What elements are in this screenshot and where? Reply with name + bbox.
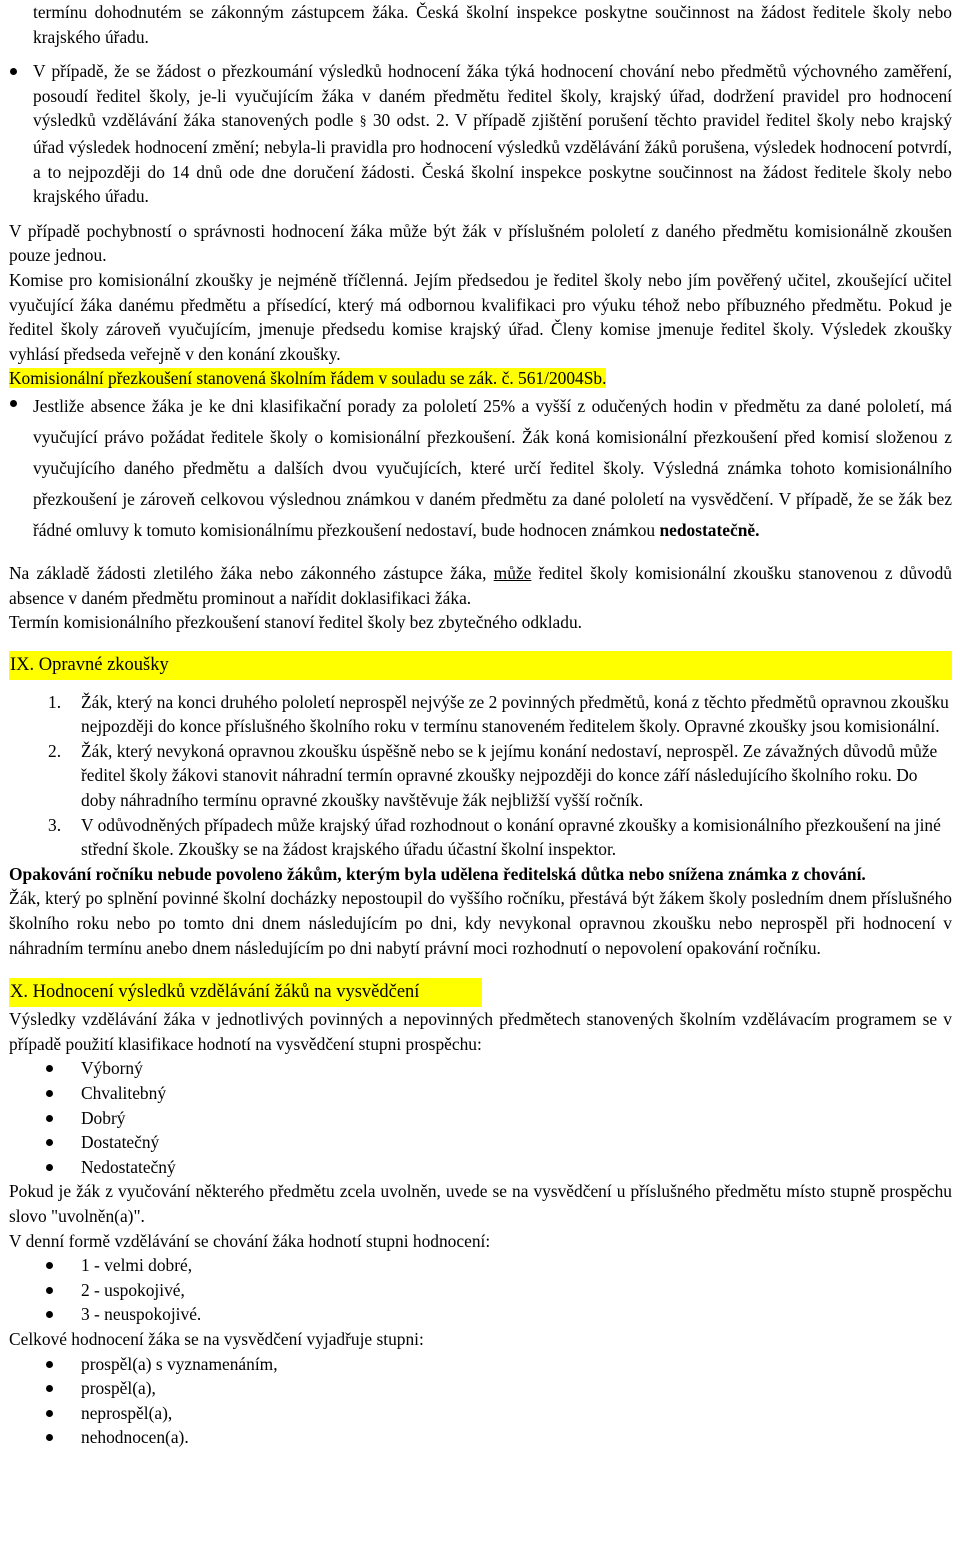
list-item: neprospěl(a),: [9, 1401, 952, 1426]
behavior-grades-list: [9, 1253, 952, 1327]
commission-doubt-paragraph: V případě pochybností o správnosti hodnocení žáka může být žák v příslušném pololetí z daného předmětu komisionálně zkoušen pouze jednou.: [9, 220, 952, 266]
section-ix-closing: Žák, který po splnění povinné školní docházky nepostoupil do vyššího ročníku, přestává být žákem školy posledním dnem příslušného školního roku nebo po tomto dni dnem následujícím po dni, kdy nevykonal opravnou zkoušku nebo neprospěl při hodnocení v náhradním termínu anebo dnem následujícím po dni nabytí právní moci rozhodnutí o nepovolení opakování ročníku.: [9, 888, 952, 958]
section-sign: §: [359, 114, 367, 130]
bullet-icon: [46, 1164, 53, 1171]
bullet-icon: [46, 1090, 53, 1097]
bullet-icon: [46, 1065, 53, 1072]
underlined-word: může: [493, 562, 532, 583]
adult-request-paragraph: Na základě žádosti zletilého žáka nebo zákonného zástupce žáka, může ředitel školy komisionální zkoušku stanovenou z důvodů absence v daném předmětu prominout a nařídit doklasifikaci žáka.: [9, 562, 952, 608]
bullet-icon: [46, 1287, 53, 1294]
absence-bold-grade: nedostatečně.: [659, 519, 760, 540]
section-x-intro: Výsledky vzdělávání žáka v jednotlivých povinných a nepovinných předmětech stanovených školním vzdělávacím programem se v případě použití klasifikace hodnotí na vysvědčení stupni prospěchu:: [9, 1009, 952, 1054]
behavior-review-text: V případě, že se žádost o přezkoumání výsledků hodnocení žáka týká hodnocení chování nebo předmětů výchovného zaměření, posoudí ředitel školy, je-li vyučujícím žáka v daném předmětu ředitel školy, krajský úřad, dodržení pravidel pro hodnocení výsledků vzdělávání žáka stanovených podle § 30 odst. 2. V případě zjištění porušení těchto pravidel ředitel školy nebo krajský úřad výsledek hodnocení změní; nebyla-li pravidla pro hodnocení výsledků vzdělávání žáků porušena, výsledek hodnocení potvrdí, a to nejpozději do 14 dnů ode dne doručení žádosti. Česká školní inspekce poskytne součinnost na žádost ředitele školy nebo krajského úřadu.: [33, 61, 952, 207]
bullet-icon: [46, 1410, 53, 1417]
exempt-paragraph: Pokud je žák z vyučování některého předmětu zcela uvolněn, uvede se na vysvědčení u příslušného předmětu místo stupně prospěchu slovo "uvolněn(a)".: [9, 1181, 952, 1226]
bullet-icon: [46, 1385, 53, 1392]
term-paragraph: Termín komisionálního přezkoušení stanoví ředitel školy bez zbytečného odkladu.: [9, 612, 583, 633]
absence-text: Jestliže absence žáka je ke dni klasifikační porady za pololetí 25% a vyšší z odučených hodin v předmětu za dané pololetí, má vyučující právo požádat ředitele školy o komisionální přezkoušení. Žák koná komisionální přezkoušení před komisí složenou z vyučujícího daného předmětu a dalších dvou vyučujících, které určí ředitel školy. Výsledná známka tohoto komisionálního přezkoušení je zároveň celkovou výslednou známkou v daném předmětu za dané pololetí na vysvědčení. V případě, že se žák bez řádné omluvy k tomuto komisionálnímu přezkoušení nedostaví, bude hodnocen známkou nedostatečně.: [33, 395, 952, 540]
bullet-icon: [46, 1262, 53, 1269]
bullet-icon: [46, 1311, 53, 1318]
absence-bullet: [9, 391, 952, 546]
intro-tail-paragraph: termínu dohodnutém se zákonným zástupcem žáka. Česká školní inspekce poskytne součinnost na žádost ředitele školy nebo krajského úřadu.: [33, 2, 952, 47]
list-item: 2 - uspokojivé,: [9, 1278, 952, 1303]
list-item: 2. Žák, který nevykoná opravnou zkoušku úspěšně nebo se k jejímu konání nedostaví, neprospěl. Ze závažných důvodů může ředitel školy žákovi stanovit náhradní termín opravné zkoušky nejpozději do konce září následujícího školního roku. Do doby náhradního termínu opravné zkoušky navštěvuje žák nejbližší vyšší ročník.: [48, 740, 938, 811]
list-item: Dostatečný: [9, 1130, 952, 1155]
section-x-heading: X. Hodnocení výsledků vzdělávání žáků na vysvědčení: [9, 978, 482, 1007]
bullet-icon: [46, 1115, 53, 1122]
list-item: 3 - neuspokojivé.: [9, 1302, 952, 1327]
commission-highlight: Komisionální přezkoušení stanovená školním řádem v souladu se zák. č. 561/2004Sb.: [9, 368, 607, 389]
list-item: nehodnocen(a).: [9, 1425, 952, 1450]
list-item: prospěl(a) s vyznamenáním,: [9, 1352, 952, 1377]
section-ix-heading: IX. Opravné zkoušky: [9, 651, 952, 680]
behavior-grading-intro: V denní formě vzdělávání se chování žáka hodnotí stupni hodnocení:: [9, 1230, 491, 1251]
bullet-icon: [10, 68, 17, 75]
list-item: Výborný: [9, 1056, 952, 1081]
list-item: Chvalitebný: [9, 1081, 952, 1106]
commission-members-paragraph: Komise pro komisionální zkoušky je nejméně tříčlenná. Jejím předsedou je ředitel školy nebo jím pověřený učitel, zkoušející učitel vyučující žáka danému předmětu a přísedící, který má odbornou kvalifikaci pro výuku téhož nebo příbuzného předmětu. Pokud je ředitel školy zároveň vyučujícím, jmenuje předsedu komise krajský úřad. Členy komise jmenuje ředitel školy. Výsledek zkoušky vyhlásí předseda veřejně v den konání zkoušky.: [9, 269, 952, 364]
list-item: Nedostatečný: [9, 1155, 952, 1180]
bullet-icon: [10, 400, 17, 407]
bullet-icon: [46, 1361, 53, 1368]
list-item: prospěl(a),: [9, 1376, 952, 1401]
bullet-icon: [46, 1434, 53, 1441]
repeat-year-note: Opakování ročníku nebude povoleno žákům, kterým byla udělena ředitelská důtka nebo snížena známka z chování.: [9, 863, 866, 884]
list-item: 1 - velmi dobré,: [9, 1253, 952, 1278]
behavior-review-bullet: [9, 59, 952, 209]
list-item: 1. Žák, který na konci druhého pololetí neprospěl nejvýše ze 2 povinných předmětů, koná z těchto předmětů opravnou zkoušku nejpozději do konce příslušného školního roku v termínu stanoveném ředitelem školy. Opravné zkoušky jsou komisionální.: [48, 691, 949, 737]
grades-list: [9, 1056, 952, 1179]
overall-grades-list: [9, 1352, 952, 1450]
list-item: 3. V odůvodněných případech může krajský úřad rozhodnout o konání opravné zkoušky a komisionálního přezkoušení na jiné střední škole. Zkoušky se na žádost krajského úřadu účastní školní inspektor.: [48, 814, 941, 860]
section-ix-list: [9, 690, 952, 862]
overall-grading-intro: Celkové hodnocení žáka se na vysvědčení vyjadřuje stupni:: [9, 1328, 424, 1349]
list-item: Dobrý: [9, 1106, 952, 1131]
bullet-icon: [46, 1139, 53, 1146]
